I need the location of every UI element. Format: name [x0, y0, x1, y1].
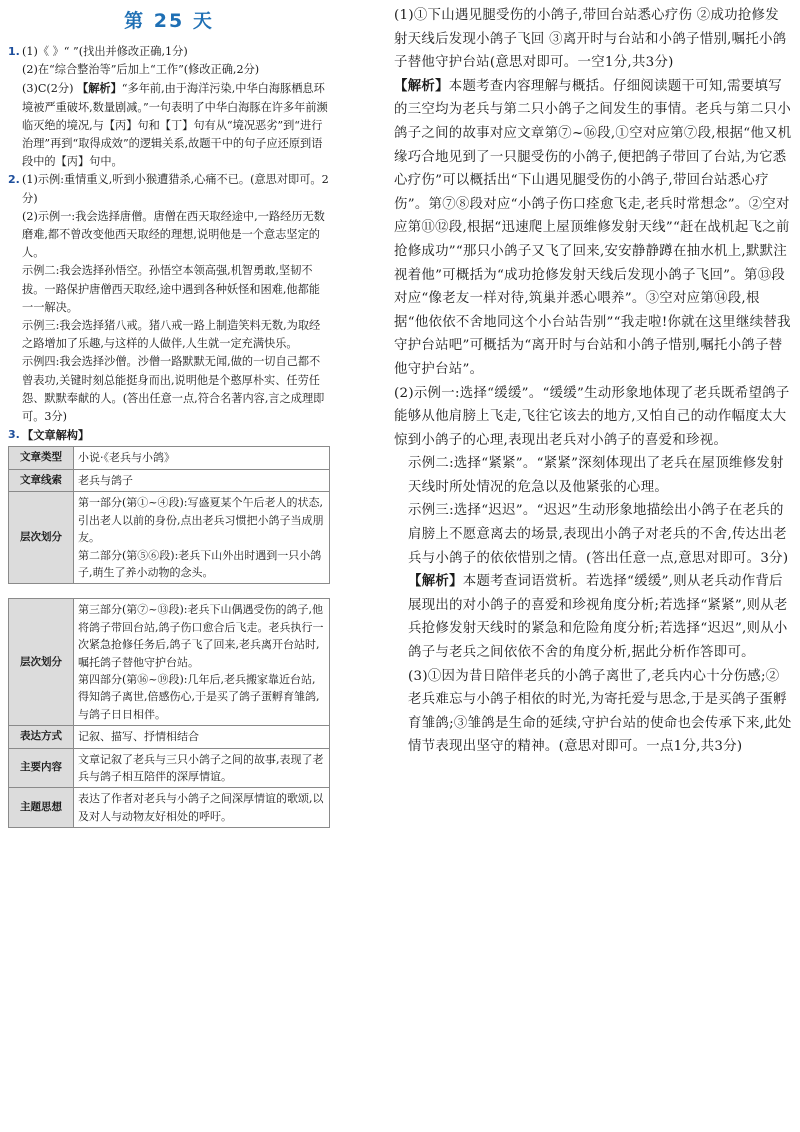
question-2 — [8, 171, 330, 426]
analysis-text: “多年前,由于海洋污染,中华白海豚栖息环境被严重破坏,数量剧减。”一句表明了中华白海豚在许多年前濒临灭绝的境况,与【丙】句和【丁】句有从“境况恶劣”到“进行治理”再到“取得成效”的逻辑关系,故题干中的句子应还原到语段中的【丙】句中。 — [22, 82, 328, 169]
row-label: 文章线索 — [9, 469, 74, 491]
right-column — [394, 4, 792, 759]
table-row — [9, 492, 330, 584]
row-value — [74, 492, 330, 584]
answer-paragraph: (3)①因为昔日陪伴老兵的小鸽子离世了,老兵内心十分伤感;②老兵难忘与小鸽子相依的时光,为寄托爱与思念,于是买鸽子蛋孵育雏鸽;③雏鸽是生命的延续,守护台站的使命也会传承下来,此处情节表现出坚守的精神。(意思对即可。一点1分,共3分) — [408, 668, 792, 755]
section-heading: 【文章解构】 — [22, 428, 90, 443]
answer-paragraph: (2)在“综合整治等”后加上“工作”(修改正确,2分) — [22, 63, 260, 77]
analysis-tag: 【解析】 — [77, 81, 122, 96]
section-part: 第二部分(第⑤⑥段):老兵下山外出时遇到一只小鸽子,萌生了养小动物的念头。 — [78, 548, 322, 579]
row-value — [74, 599, 330, 726]
answer-paragraph: (1)示例:重情重义,听到小猴遭猎杀,心痛不已。(意思对即可。2分) — [22, 173, 329, 205]
section-part: 第三部分(第⑦~⑬段):老兵下山偶遇受伤的鸽子,他将鸽子带回台站,鸽子伤口愈合后飞走。老兵执行一次紧急抢修任务后,鸽子飞了回来,老兵离开台站时,嘱托鸽子替他守护台站。 — [78, 603, 324, 669]
answer-paragraph: (2)示例一:我会选择唐僧。唐僧在西天取经途中,一路经历无数磨难,都不曾改变他西天取经的理想,说明他是一个意志坚定的人。 — [22, 209, 325, 260]
row-value: 老兵与鸽子 — [74, 469, 330, 491]
row-label: 文章类型 — [9, 447, 74, 469]
left-column — [8, 4, 330, 828]
row-label: 层次划分 — [9, 492, 74, 584]
question-number: 3. — [8, 428, 20, 442]
answer-paragraph: 示例三:选择“迟迟”。“迟迟”生动形象地描绘出小鸽子在老兵的肩膀上不愿意离去的场景,表现出小鸽子对老兵的不舍,传达出老兵与小鸽子的依依惜别之情。(答出任意一点,意思对即可。3分) — [408, 503, 789, 566]
page-title: 第 25 天 — [124, 10, 214, 32]
answer-lead: (3)C(2分) — [22, 82, 74, 96]
row-label: 主要内容 — [9, 748, 74, 788]
analysis-text: 本题考查词语赏析。若选择“缓缓”,则从老兵动作背后展现出的对小鸽子的喜爱和珍视角度分析;若选择“紧紧”,则从老兵抢修发射天线时的紧急和危险角度分析;若选择“迟迟”,则从小鸽子与老兵之间依依不舍的角度分析,据此分析作答即可。 — [408, 574, 788, 661]
analysis-text: 本题考查内容理解与概括。仔细阅读题干可知,需要填写的三空均为老兵与第二只小鸽子之间发生的事情。老兵与第二只小鸽子之间的故事对应文章第⑦~⑯段,①空对应第⑦段,根据“他又机缘巧合地见到了一只腿受伤的小鸽子,便把鸽子带回了台站,为它悉心疗伤”可以概括出“下山遇见腿受伤的小鸽子,带回台站悉心疗伤”。第⑦⑧段对应“小鸽子伤口痊愈飞走,老兵时常想念”。②空对应第⑪⑫段,根据“迅速爬上屋顶维修发射天线”“赶在战机起飞之前抢修成功”“那只小鸽子又飞了回来,安安静静蹲在抽水机上,默默注视着他”可概括为“成功抢修发射天线后发现小鸽子飞回”。第⑬段对应“像老友一样对待,筑巢并悉心喂养”。③空对应第⑭段,根据“他依依不舍地同这个小台站告别”“我走啦!你就在这里继续替我守护台站吧”可概括为“离开时与台站和小鸽子惜别,嘱托小鸽子替他守护台站”。 — [394, 78, 792, 377]
row-value: 记叙、描写、抒情相结合 — [74, 726, 330, 748]
question-3 — [8, 426, 330, 444]
row-value: 表达了作者对老兵与小鸽子之间深厚情谊的歌颂,以及对人与动物友好相处的呼吁。 — [74, 788, 330, 828]
article-structure-table-2 — [8, 598, 330, 828]
answer-paragraph: (1)①下山遇见腿受伤的小鸽子,带回台站悉心疗伤 ②成功抢修发射天线后发现小鸽子飞回 ③离开时与台站和小鸽子惜别,嘱托小鸽子替他守护台站(意思对即可。一空1分,共3分) — [394, 8, 787, 71]
row-label: 层次划分 — [9, 599, 74, 726]
question-1 — [8, 43, 330, 171]
answer-paragraph: 示例三:我会选择猪八戒。猪八戒一路上制造笑料无数,为取经之路增加了乐趣,与这样的人做伴,人生就一定充满快乐。 — [22, 319, 321, 351]
table-row — [9, 469, 330, 491]
answer-paragraph: (1)《 》“ ”(找出并修改正确,1分) — [22, 45, 188, 58]
analysis-paragraph — [394, 570, 792, 664]
question-number: 1. — [8, 45, 20, 58]
row-label: 表达方式 — [9, 726, 74, 748]
answer-paragraph: 示例四:我会选择沙僧。沙僧一路默默无闻,做的一切自己都不曾表功,关键时刻总能挺身而出,说明他是个憨厚朴实、任劳任怨、默默奉献的人。(答出任意一点,符合名著内容,言之成理即可。3分) — [22, 355, 325, 424]
table-row — [9, 788, 330, 828]
section-part: 第四部分(第⑯~⑲段):几年后,老兵搬家靠近台站,得知鸽子离世,倍感伤心,于是买了鸽子蛋孵育雏鸽,与鸽子日日相伴。 — [78, 672, 320, 721]
answer-paragraph — [22, 79, 330, 171]
analysis-tag: 【解析】 — [408, 573, 463, 590]
row-value: 文章记叙了老兵与三只小鸽子之间的故事,表现了老兵与鸽子相互陪伴的深厚情谊。 — [74, 748, 330, 788]
article-structure-table-1 — [8, 446, 330, 584]
table-row — [9, 726, 330, 748]
answer-paragraph: (2)示例一:选择“缓缓”。“缓缓”生动形象地体现了老兵既希望鸽子能够从他肩膀上飞走,飞往它该去的地方,又怕自己的动作幅度太大惊到小鸽子的心理,表现出老兵对小鸽子的喜爱和珍视。 — [394, 385, 790, 448]
analysis-tag: 【解析】 — [394, 77, 449, 94]
row-value: 小说·《老兵与小鸽》 — [74, 447, 330, 469]
row-label: 主题思想 — [9, 788, 74, 828]
table-row — [9, 748, 330, 788]
table-row — [9, 447, 330, 469]
section-part: 第一部分(第①~④段):写盛夏某个午后老人的状态,引出老人以前的身份,点出老兵习惯把小鸽子当成朋友。 — [78, 496, 324, 545]
table-row — [9, 599, 330, 726]
question-number: 2. — [8, 173, 20, 187]
answer-paragraph: 示例二:选择“紧紧”。“紧紧”深刻体现出了老兵在屋顶维修发射天线时所处情况的危急以及他紧张的心理。 — [408, 456, 784, 495]
analysis-paragraph — [394, 75, 792, 382]
answer-paragraph: 示例二:我会选择孙悟空。孙悟空本领高强,机智勇敢,坚韧不拔。一路保护唐僧西天取经,途中遇到各种妖怪和困难,他都能一一解决。 — [22, 264, 320, 314]
